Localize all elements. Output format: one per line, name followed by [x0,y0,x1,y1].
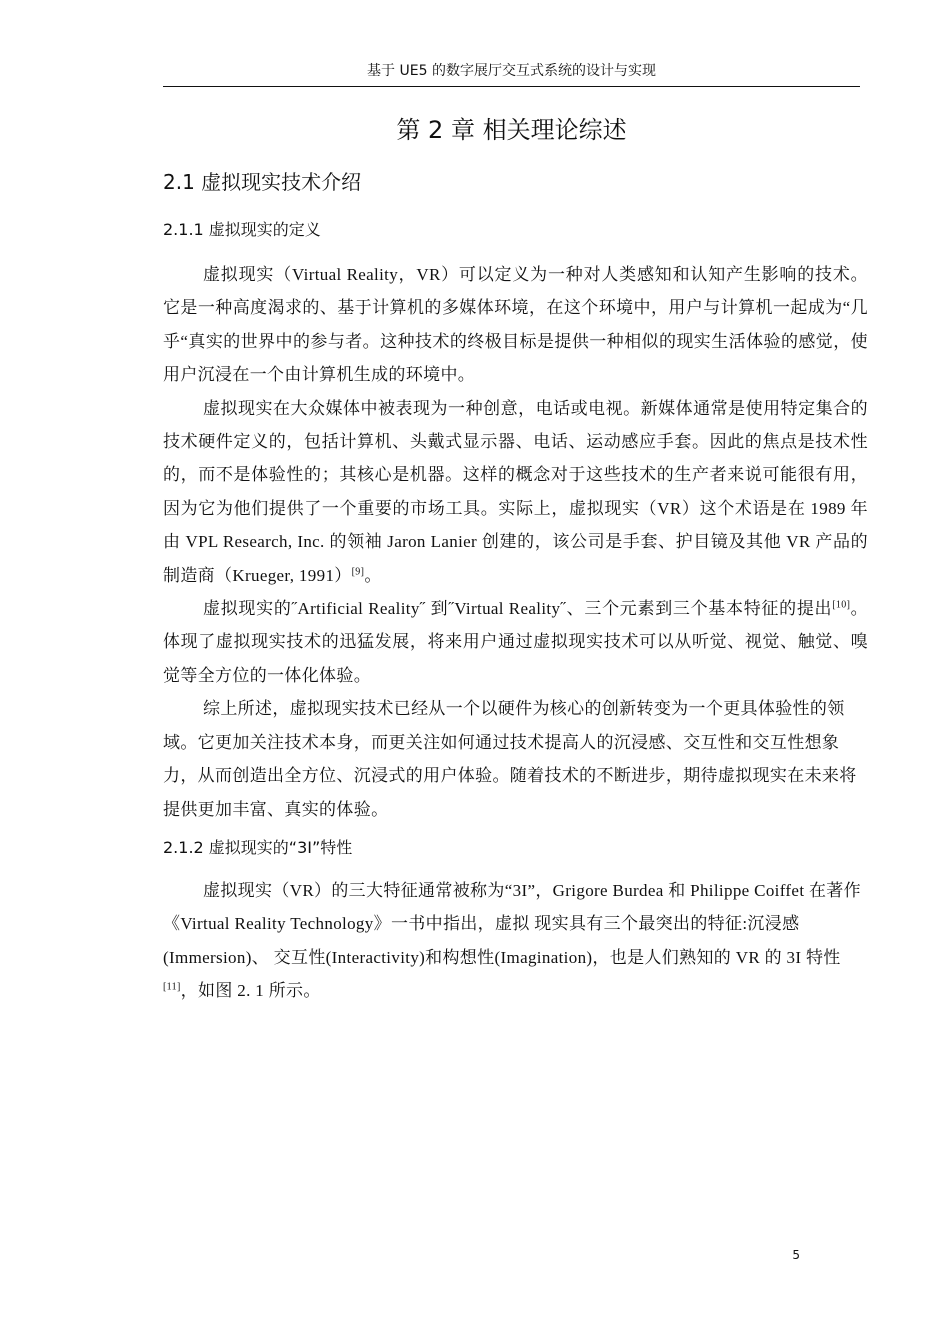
running-header: 基于 UE5 的数字展厅交互式系统的设计与实现 [163,60,860,87]
citation-9: [9] [351,566,365,577]
paragraph-3i-features-text: 虚拟现实（VR）的三大特征通常被称为“3I”，Grigore Burdea 和 Philippe Coiffet 在著作《Virtual Reality Technology》一书中指出，虚拟 现实具有三个最突出的特征:沉浸感(Immersion)、 交互性(Interactivity)和构想性(Imagination)，也是人们熟知的 VR 的 3I 特性 [163,881,861,967]
paragraph-vr-definition: 虚拟现实（Virtual Reality，VR）可以定义为一种对人类感知和认知产生影响的技术。它是一种高度渴求的、基于计算机的多媒体环境，在这个环境中，用户与计算机一起成为“几乎“真实的世界中的参与者。这种技术的终极目标是提供一种相似的现实生活体验的感觉，使用户沉浸在一个由计算机生成的环境中。 [163,265,868,385]
paragraph-vr-media-end: 。 [364,565,382,585]
page-number: 5 [792,1248,800,1262]
paragraph-vr-summary: 综上所述，虚拟现实技术已经从一个以硬件为核心的创新转变为一个更具体验性的领域。它更加关注技术本身，而更关注如何通过技术提高人的沉浸感、交互性和交互性想象力，从而创造出全方位、沉浸式的用户体验。随着技术的不断进步，期待虚拟现实在未来将提供更加丰富、真实的体验。 [163,699,857,819]
paragraph-3i-features-end: ，如图 2. 1 所示。 [180,981,321,1001]
subsection-title-3i-features: 2.1.2 虚拟现实的“3I”特性 [163,838,353,857]
3i-features-body [163,874,868,1008]
paragraph-vr-evolution-text: 虚拟现实的˝Artificial Reality˝ 到˝Virtual Reality˝、三个元素到三个基本特征的提出 [203,599,833,619]
citation-10: [10] [832,599,851,611]
subsection-title-vr-definition: 2.1.1 虚拟现实的定义 [163,220,321,239]
paragraph-vr-evolution [163,592,868,692]
vr-definition-body [163,258,868,826]
chapter-title: 第 2 章 相关理论综述 [396,116,627,144]
paragraph-3i-features [163,874,868,1008]
paragraph-vr-media [163,392,868,592]
paragraph-vr-evolution-end: 。体现了虚拟现实技术的迅猛发展，将来用户通过虚拟现实技术可以从听觉、视觉、触觉、嗅觉等全方位的一体化体验。 [163,599,869,685]
citation-11: [11] [163,981,181,993]
paragraph-vr-media-text: 虚拟现实在大众媒体中被表现为一种创意，电话或电视。新媒体通常是使用特定集合的技术硬件定义的，包括计算机、头戴式显示器、电话、运动感应手套。因此的焦点是技术性的，而不是体验性的；其核心是机器。这样的概念对于这些技术的生产者来说可能很有用，因为它为他们提供了一个重要的市场工具。实际上，虚拟现实（VR）这个术语是在 1989 年由 VPL Research, Inc. 的领袖 Jaron Lanier 创建的，该公司是手套、护目镜及其他 VR 产品的制造商（Krueger, 1991） [163,398,868,585]
section-title: 2.1 虚拟现实技术介绍 [163,170,362,194]
